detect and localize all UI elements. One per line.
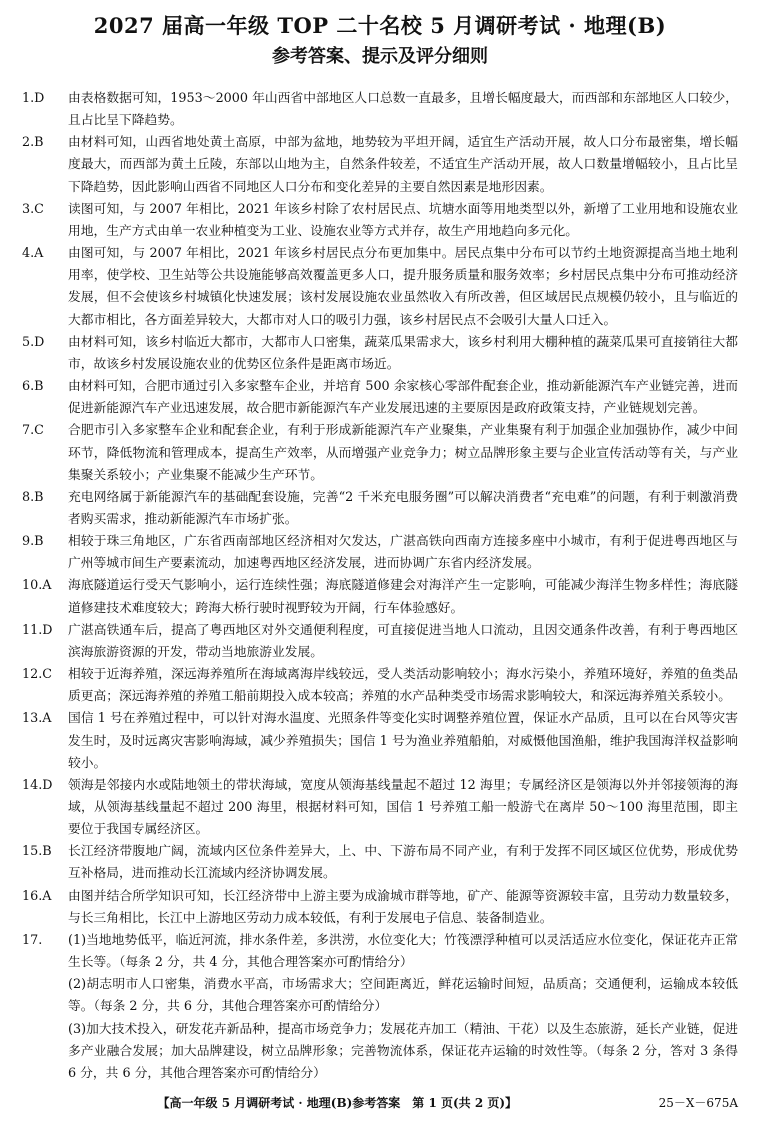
footer-code: 25－X－675A bbox=[658, 1096, 738, 1110]
answer-subpart: (3)加大技术投入，研发花卉新品种，提高市场竞争力；发展花卉加工（精油、干花）以及生态旅游，延长产业链，促进多产业融合发展；加大品牌建设，树立品牌形象；完善物流体系，保证花卉运输的时效性等。（每条 2 分，答对 3 条得 6 分，共 6 分，其他合理答案亦可酌情给分） bbox=[68, 1021, 738, 1081]
answer-item bbox=[22, 664, 738, 708]
answer-number: 17. bbox=[22, 932, 43, 948]
answer-explanation: 相较于珠三角地区，广东省西南部地区经济相对欠发达，广湛高铁向西南方连接多座中小城市，有利于促进粤西地区与广州等城市间生产要素流动，加速粤西地区经济发展，进而协调广东省内经济发展。 bbox=[68, 534, 738, 572]
answer-list bbox=[22, 88, 738, 1085]
answer-text bbox=[68, 376, 738, 420]
answer-item bbox=[22, 775, 738, 841]
answer-explanation: 充电网络属于新能源汽车的基础配套设施，完善“2 千米充电服务圈”可以解决消费者“充电难”的问题，有利于刺激消费者购买需求，推动新能源汽车市场扩张。 bbox=[68, 489, 738, 527]
answer-item bbox=[22, 575, 738, 619]
answer-explanation: 长江经济带腹地广阔，流域内区位条件差异大，上、中、下游布局不同产业，有利于发挥不同区域区位优势，形成优势互补格局，进而推动长江流域内经济协调发展。 bbox=[68, 844, 738, 882]
answer-text bbox=[68, 664, 738, 708]
answer-number: 16.A bbox=[22, 888, 52, 904]
answer-explanation: 领海是邻接内水或陆地领土的带状海域，宽度从领海基线量起不超过 12 海里；专属经济区是领海以外并邻接领海的海域，从领海基线量起不超过 200 海里，根据材料可知，国信 1 号养殖工船一般游弋在离岸 50～100 海里范围，即主要位于我国专属经济区。 bbox=[68, 777, 738, 838]
answer-number: 1.D bbox=[22, 91, 45, 106]
answer-text bbox=[68, 132, 738, 198]
answer-text bbox=[68, 775, 738, 841]
answer-number: 14.D bbox=[22, 777, 53, 793]
answer-explanation: 由材料可知，山西省地处黄土高原，中部为盆地，地势较为平坦开阔，适宜生产活动开展，故人口分布最密集，增长幅度最大，而西部为黄土丘陵，东部以山地为主，自然条件较差，不适宜生产活动开展，故人口数量增幅较小，且占比呈下降趋势，因此影响山西省不同地区人口分布和变化差异的主要自然因素是地形因素。 bbox=[68, 135, 738, 195]
footer-text: 【高一年级 5 月调研考试 · 地理(B)参考答案 第 1 页(共 2 页)】 bbox=[157, 1096, 518, 1110]
answer-item bbox=[22, 708, 738, 774]
answer-item bbox=[22, 620, 738, 664]
answer-explanation: 由材料可知，该乡村临近大都市，大都市人口密集，蔬菜瓜果需求大，该乡村利用大棚种植的蔬菜瓜果可直接销往大都市，故该乡村发展设施农业的优势区位条件是距离市场近。 bbox=[68, 334, 738, 372]
answer-item bbox=[22, 199, 738, 243]
answer-item bbox=[22, 376, 738, 420]
answer-explanation: 国信 1 号在养殖过程中，可以针对海水温度、光照条件等变化实时调整养殖位置，保证水产品质，且可以在台风等灾害发生时，及时远离灾害影响海域，减少养殖损失；国信 1 号为渔业养殖船舶，对威慑他国渔船，维护我国海洋权益影响较小。 bbox=[68, 711, 738, 771]
answer-explanation: 由图并结合所学知识可知，长江经济带中上游主要为成渝城市群等地，矿产、能源等资源较丰富，且劳动力数量较多，与长三角相比，长江中上游地区劳动力成本较低，有利于发展电子信息、装备制造业。 bbox=[68, 888, 738, 926]
answer-item bbox=[22, 332, 738, 376]
answer-item bbox=[22, 841, 738, 885]
answer-explanation: 广湛高铁通车后，提高了粤西地区对外交通便利程度，可直接促进当地人口流动，且因交通条件改善，有利于粤西地区滨海旅游资源的开发，带动当地旅游业发展。 bbox=[68, 622, 738, 660]
answer-number: 13.A bbox=[22, 711, 52, 727]
page-title: 2027 届高一年级 TOP 二十名校 5 月调研考试 · 地理(B) bbox=[93, 13, 667, 38]
answer-explanation: 海底隧道运行受天气影响小，运行连续性强；海底隧道修建会对海洋产生一定影响，可能减少海洋生物多样性；海底隧道修建技术难度较大；跨海大桥行驶时视野较为开阔，行车体验感好。 bbox=[68, 578, 738, 616]
answer-number: 15.B bbox=[22, 844, 52, 860]
answer-item bbox=[22, 930, 738, 1085]
answer-subpart: (2)胡志明市人口密集，消费水平高，市场需求大；空间距离近，鲜花运输时间短，品质高；交通便利，运输成本较低等。（每条 2 分，共 6 分，其他合理答案亦可酌情给分） bbox=[68, 977, 738, 1015]
answer-item bbox=[22, 531, 738, 575]
answer-number: 2.B bbox=[22, 135, 44, 151]
answer-number: 8.B bbox=[22, 489, 44, 505]
answer-text bbox=[68, 930, 738, 1085]
answer-item bbox=[22, 243, 738, 332]
answer-explanation: 由图可知，与 2007 年相比，2021 年该乡村居民点分布更加集中。居民点集中分布可以节约土地资源提高当地土地利用率，使学校、卫生站等公共设施能够高效覆盖更多人口，提升服务质量和服务效率；乡村居民点集中分布可推动经济发展，但不会使该乡村城镇化快速发展；该村发展设施农业虽然收入有所改善，但区域居民点规模仍较小，且与临近的大都市相比，各方面差异较大，大都市对人口的吸引力强，该乡村居民点不会吸引大量人口迁入。 bbox=[68, 246, 738, 328]
answer-explanation: 读图可知，与 2007 年相比，2021 年该乡村除了农村居民点、坑塘水面等用地类型以外，新增了工业用地和设施农业用地，生产方式由单一农业种植变为工业、设施农业等方式并存，故生产用地趋向多元化。 bbox=[68, 201, 738, 239]
answer-text bbox=[68, 487, 738, 531]
answer-item bbox=[22, 132, 738, 198]
answer-number: 11.D bbox=[22, 622, 53, 638]
answer-text bbox=[68, 531, 738, 575]
answer-text bbox=[68, 575, 738, 619]
answer-number: 4.A bbox=[22, 246, 44, 262]
answer-text bbox=[68, 199, 738, 243]
answer-number: 6.B bbox=[22, 379, 44, 395]
answer-text bbox=[68, 886, 738, 930]
answer-explanation: 由材料可知，合肥市通过引入多家整车企业，并培育 500 余家核心零部件配套企业，推动新能源汽车产业链完善，进而促进新能源汽车产业迅速发展，故合肥市新能源汽车产业发展迅速的主要原因是政府政策支持，产业链规划完善。 bbox=[68, 379, 738, 417]
answer-text bbox=[68, 420, 738, 486]
answer-number: 7.C bbox=[22, 423, 44, 439]
answer-explanation: 相较于近海养殖，深远海养殖所在海域离海岸线较远，受人类活动影响较小；海水污染小，养殖环境好，养殖的鱼类品质更高；深远海养殖的养殖工船前期投入成本较高；养殖的水产品种类受市场需求影响较大，和深远海养殖关系较小。 bbox=[68, 667, 738, 705]
answer-text bbox=[68, 841, 738, 885]
answer-text bbox=[68, 332, 738, 376]
answer-explanation: 由表格数据可知，1953～2000 年山西省中部地区人口总数一直最多，且增长幅度最大，而西部和东部地区人口较少，且占比呈下降趋势。 bbox=[68, 91, 738, 129]
answer-text bbox=[68, 88, 738, 132]
answer-explanation: (1)当地地势低平，临近河流，排水条件差，多洪涝，水位变化大；竹筏漂浮种植可以灵活适应水位变化，保证花卉正常生长等。（每条 2 分，共 4 分，其他合理答案亦可酌情给分） bbox=[68, 932, 738, 971]
answer-number: 12.C bbox=[22, 667, 53, 683]
answer-text bbox=[68, 620, 738, 664]
answer-item bbox=[22, 886, 738, 930]
answer-text bbox=[68, 708, 738, 774]
page-footer bbox=[0, 1094, 760, 1112]
answer-item bbox=[22, 88, 738, 132]
answer-item bbox=[22, 420, 738, 486]
answer-item bbox=[22, 487, 738, 531]
answer-number: 9.B bbox=[22, 534, 44, 550]
answer-explanation: 合肥市引入多家整车企业和配套企业，有利于形成新能源汽车产业聚集，产业集聚有利于加强企业加强协作，减少中间环节，降低物流和管理成本，提高生产效率，从而增强产业竞争力；树立品牌形象主要与企业宣传活动等有关，与产业集聚关系较小；产业集聚不能减少生产环节。 bbox=[68, 423, 738, 483]
answer-text bbox=[68, 243, 738, 332]
answer-number: 10.A bbox=[22, 578, 52, 594]
answer-number: 5.D bbox=[22, 334, 45, 350]
answer-number: 3.C bbox=[22, 201, 44, 217]
page-subtitle: 参考答案、提示及评分细则 bbox=[272, 46, 488, 67]
